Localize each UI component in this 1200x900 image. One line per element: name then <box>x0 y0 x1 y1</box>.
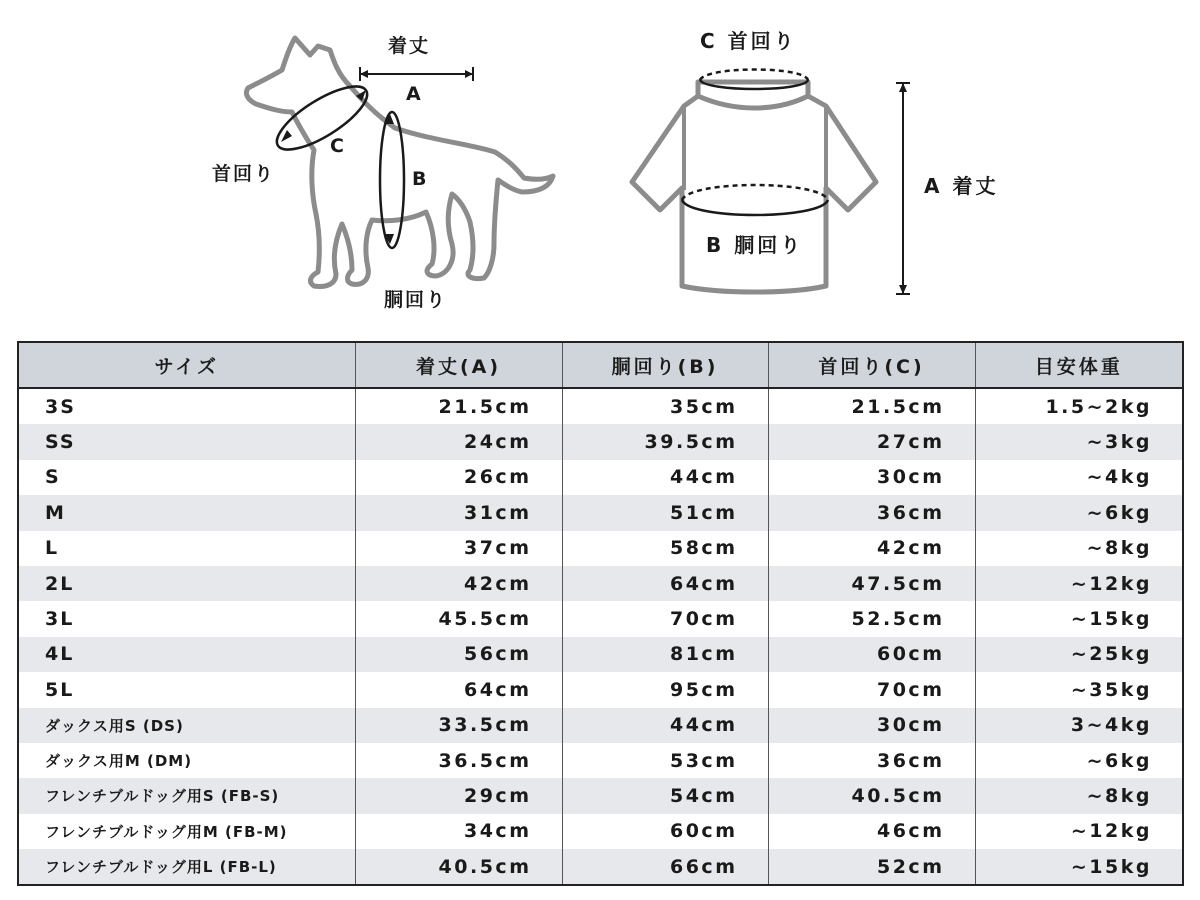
neck-cell: 42cm <box>768 531 975 566</box>
length-cell: 40.5cm <box>355 849 562 885</box>
neck-cell: 40.5cm <box>768 778 975 813</box>
header-row <box>18 342 1183 388</box>
chest-cell: 66cm <box>562 849 768 885</box>
size-cell: ダックス用S (DS) <box>18 708 355 743</box>
table-row <box>18 814 1183 849</box>
dog-neck-label: 首回り <box>212 163 276 185</box>
weight-cell: ~6kg <box>975 495 1183 530</box>
header-chest: 胴回り(B) <box>562 342 768 388</box>
header-neck: 首回り(C) <box>768 342 975 388</box>
neck-cell: 47.5cm <box>768 566 975 601</box>
table-row <box>18 601 1183 636</box>
size-cell: S <box>18 460 355 495</box>
table-row <box>18 778 1183 813</box>
length-cell: 33.5cm <box>355 708 562 743</box>
size-table <box>17 341 1184 886</box>
weight-cell: ~12kg <box>975 566 1183 601</box>
weight-cell: ~15kg <box>975 849 1183 885</box>
chest-cell: 44cm <box>562 708 768 743</box>
length-cell: 24cm <box>355 424 562 459</box>
header-weight: 目安体重 <box>975 342 1183 388</box>
chest-cell: 95cm <box>562 672 768 707</box>
length-cell: 29cm <box>355 778 562 813</box>
chest-cell: 58cm <box>562 531 768 566</box>
chest-cell: 64cm <box>562 566 768 601</box>
chest-cell: 70cm <box>562 601 768 636</box>
table-row <box>18 637 1183 672</box>
shirt-length-label: A 着丈 <box>924 174 999 198</box>
size-cell: 4L <box>18 637 355 672</box>
table-row <box>18 566 1183 601</box>
size-cell: 3S <box>18 388 355 424</box>
dog-length-label: 着丈 <box>388 35 431 57</box>
shirt-chest-label: B 胴回り <box>706 233 804 257</box>
weight-cell: ~25kg <box>975 637 1183 672</box>
dog-illustration <box>246 38 553 287</box>
dog-chest-label: 胴回り <box>384 289 448 311</box>
size-table-header <box>18 342 1183 388</box>
length-cell: 26cm <box>355 460 562 495</box>
size-table-body <box>18 388 1183 885</box>
weight-cell: 1.5~2kg <box>975 388 1183 424</box>
weight-cell: ~35kg <box>975 672 1183 707</box>
neck-cell: 52.5cm <box>768 601 975 636</box>
chest-cell: 81cm <box>562 637 768 672</box>
weight-cell: ~12kg <box>975 814 1183 849</box>
dog-length-indicator <box>360 67 473 81</box>
size-cell: L <box>18 531 355 566</box>
dog-letter-b: B <box>412 168 429 190</box>
length-cell: 42cm <box>355 566 562 601</box>
chest-cell: 54cm <box>562 778 768 813</box>
chest-cell: 44cm <box>562 460 768 495</box>
table-row <box>18 388 1183 424</box>
weight-cell: ~6kg <box>975 743 1183 778</box>
table-row <box>18 708 1183 743</box>
weight-cell: ~8kg <box>975 778 1183 813</box>
weight-cell: 3~4kg <box>975 708 1183 743</box>
length-cell: 21.5cm <box>355 388 562 424</box>
table-row <box>18 424 1183 459</box>
table-row <box>18 743 1183 778</box>
neck-cell: 21.5cm <box>768 388 975 424</box>
table-row <box>18 531 1183 566</box>
table-row <box>18 672 1183 707</box>
chest-cell: 39.5cm <box>562 424 768 459</box>
size-cell: SS <box>18 424 355 459</box>
weight-cell: ~8kg <box>975 531 1183 566</box>
header-size: サイズ <box>18 342 355 388</box>
measurement-diagram <box>0 0 1200 330</box>
size-cell: フレンチブルドッグ用S (FB-S) <box>18 778 355 813</box>
neck-cell: 52cm <box>768 849 975 885</box>
size-cell: 5L <box>18 672 355 707</box>
size-cell: M <box>18 495 355 530</box>
size-cell: フレンチブルドッグ用L (FB-L) <box>18 849 355 885</box>
length-cell: 37cm <box>355 531 562 566</box>
length-cell: 64cm <box>355 672 562 707</box>
length-cell: 36.5cm <box>355 743 562 778</box>
length-cell: 45.5cm <box>355 601 562 636</box>
neck-cell: 36cm <box>768 743 975 778</box>
size-cell: 2L <box>18 566 355 601</box>
length-cell: 31cm <box>355 495 562 530</box>
size-cell: フレンチブルドッグ用M (FB-M) <box>18 814 355 849</box>
neck-cell: 46cm <box>768 814 975 849</box>
neck-cell: 36cm <box>768 495 975 530</box>
neck-cell: 27cm <box>768 424 975 459</box>
neck-cell: 70cm <box>768 672 975 707</box>
neck-cell: 60cm <box>768 637 975 672</box>
chest-cell: 53cm <box>562 743 768 778</box>
table-row <box>18 849 1183 885</box>
table-row <box>18 460 1183 495</box>
size-cell: 3L <box>18 601 355 636</box>
weight-cell: ~3kg <box>975 424 1183 459</box>
chest-cell: 60cm <box>562 814 768 849</box>
dog-letter-a: A <box>406 83 423 105</box>
chest-cell: 35cm <box>562 388 768 424</box>
dog-outline <box>246 38 553 287</box>
size-cell: ダックス用M (DM) <box>18 743 355 778</box>
table-row <box>18 495 1183 530</box>
length-cell: 56cm <box>355 637 562 672</box>
dog-letter-c: C <box>330 135 346 157</box>
header-length: 着丈(A) <box>355 342 562 388</box>
weight-cell: ~4kg <box>975 460 1183 495</box>
shirt-illustration <box>632 82 876 292</box>
neck-cell: 30cm <box>768 460 975 495</box>
neck-cell: 30cm <box>768 708 975 743</box>
shirt-outline <box>632 82 876 292</box>
shirt-neck-label: C 首回り <box>700 29 797 53</box>
chest-cell: 51cm <box>562 495 768 530</box>
length-cell: 34cm <box>355 814 562 849</box>
shirt-length-indicator <box>896 83 910 294</box>
weight-cell: ~15kg <box>975 601 1183 636</box>
